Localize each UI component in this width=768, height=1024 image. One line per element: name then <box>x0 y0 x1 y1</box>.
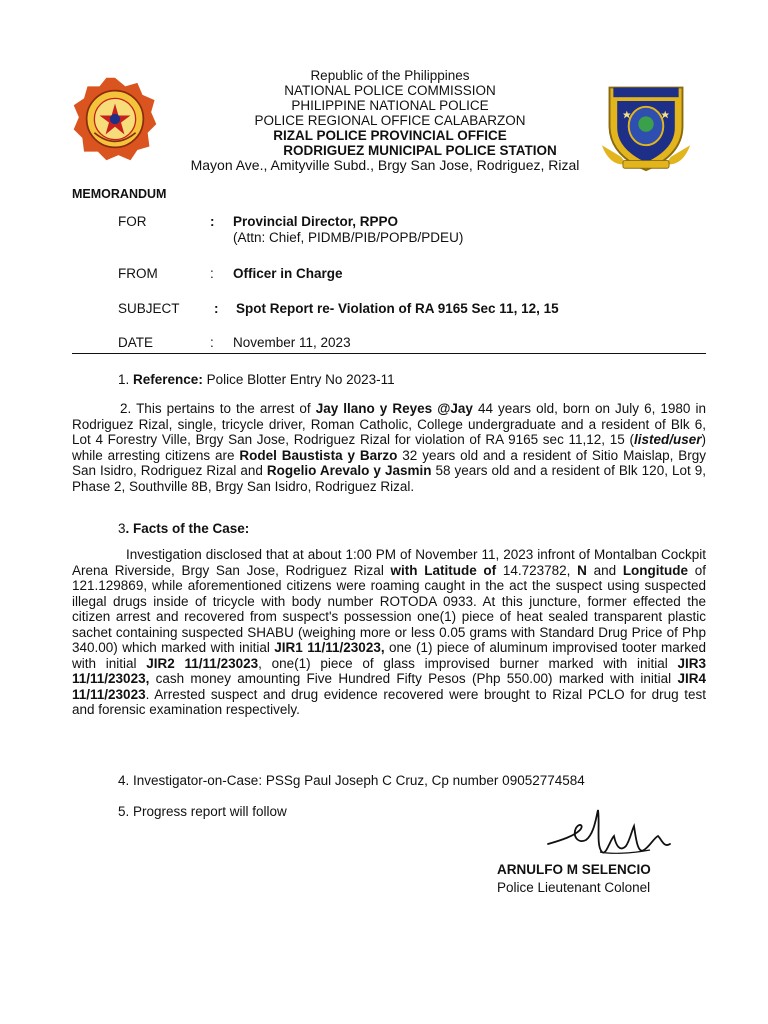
evidence-mark-3: JIR3 11/11/23023, <box>72 655 706 686</box>
signatory-name: ARNULFO M SELENCIO <box>497 862 651 877</box>
facts-number: 3 <box>118 521 126 536</box>
p3-text-h: . Arrested suspect and drug evidence recovered were brought to Rizal PCLO for drug test and forensic examination respectively. <box>72 686 706 717</box>
longitude-label: Longitude <box>622 562 689 578</box>
p2-text-c: ) while arresting citizens are <box>72 432 706 463</box>
from-value: Officer in Charge <box>233 266 343 281</box>
p3-text-c: and <box>586 562 623 578</box>
date-colon: : <box>210 335 214 350</box>
header-provincial-office: RIZAL POLICE PROVINCIAL OFFICE <box>273 128 507 143</box>
from-label: FROM <box>118 266 158 281</box>
from-colon: : <box>210 266 214 281</box>
for-value: Provincial Director, RPPO <box>233 214 399 229</box>
p3-text-g: cash money amounting Five Hundred Fifty Pesos (Php 550.00) marked with initial <box>149 671 678 686</box>
header-napolcom: NATIONAL POLICE COMMISSION <box>284 83 496 98</box>
p3-text-a: Investigation disclosed that at about 1:00 PM of November 11, 2023 infront of Montalban Cockpit Arena Riverside, Brgy San Jose, Rodriguez Rizal <box>72 547 706 578</box>
p3-text-f: , one(1) piece of glass improvised burner marked with initial <box>258 655 678 671</box>
date-value: November 11, 2023 <box>233 335 351 350</box>
suspect-status: listed/user <box>633 432 702 447</box>
date-label: DATE <box>118 335 154 350</box>
subject-value: Spot Report re- Violation of RA 9165 Sec 11, 12, 15 <box>236 301 559 316</box>
facts-heading <box>118 521 678 537</box>
handwritten-signature <box>540 800 680 870</box>
p3-text-d: of 121.129869, while aforementioned citizens were roaming caught in the act the suspect using suspected illegal drugs inside of tricycle with body number ROTODA 0933. At this juncture, former effected the citizen arrest and recovered from suspect's possession one(1) piece of heat sealed transparent plastic sachet containing suspected SHABU (weighing more or less 0.05 grams with Standard Drug Price of Php 340.00) which marked with initial <box>72 562 707 655</box>
subject-label: SUBJECT <box>118 301 180 316</box>
latitude-label: with Latitude of <box>390 562 497 578</box>
evidence-mark-4: JIR4 11/11/23023 <box>72 671 706 702</box>
header-regional-office: POLICE REGIONAL OFFICE CALABARZON <box>254 113 526 128</box>
p2-text-b: 44 years old, born on July 6, 1980 in Rodriguez Rizal, single, tricycle driver, Roman Catholic, College undergraduate and a resident of Blk 6, Lot 4 Forestry Ville, Brgy San Jose, Rodriguez Rizal for violation of RA 9165 sec 11,12, 15 ( <box>72 401 706 447</box>
for-attention: (Attn: Chief, PIDMB/PIB/POPB/PDEU) <box>233 230 464 245</box>
for-label: FOR <box>118 214 147 229</box>
header-divider <box>72 353 706 354</box>
paragraph-progress: 5. Progress report will follow <box>118 804 287 819</box>
reference-label: Reference: <box>133 372 203 387</box>
evidence-mark-1: JIR1 11/11/23023, <box>274 640 385 655</box>
north-label: N <box>577 562 587 578</box>
letterhead <box>150 68 630 173</box>
header-municipal-station: RODRIGUEZ MUNICIPAL POLICE STATION <box>283 143 557 158</box>
p2-text-d: 32 years old and a resident of Sitio Maislap, Brgy San Isidro, Rodriguez Rizal and <box>72 447 706 478</box>
p2-text-e: 58 years old and a resident of Blk 120, Lot 9, Phase 2, Southville 8B, Brgy San Isidro, Rodriguez Rizal. <box>72 463 706 494</box>
header-address: Mayon Ave., Amityville Subd., Brgy San Jose, Rodriguez, Rizal <box>190 157 580 173</box>
arresting-citizen-2: Rogelio Arevalo y Jasmin <box>266 463 432 478</box>
p3-text-b: 14.723782, <box>496 562 578 578</box>
memorandum-title: MEMORANDUM <box>72 187 167 201</box>
facts-label: . Facts of the Case: <box>125 521 250 536</box>
p3-text-e: one (1) piece of aluminum improvised tooter marked with initial <box>72 640 706 671</box>
for-colon: : <box>210 214 215 229</box>
pnp-seal-icon <box>72 76 158 162</box>
paragraph-reference <box>118 372 678 388</box>
p2-text-a: 2. This pertains to the arrest of <box>120 401 316 416</box>
paragraph-arrest-details <box>72 401 706 494</box>
subject-colon: : <box>214 301 219 316</box>
suspect-name: Jay llano y Reyes @Jay <box>315 401 473 416</box>
reference-text: Police Blotter Entry No 2023-11 <box>206 372 395 387</box>
signatory-rank: Police Lieutenant Colonel <box>497 880 651 895</box>
arresting-citizen-1: Rodel Baustista y Barzo <box>239 447 398 463</box>
paragraph-facts <box>72 547 706 718</box>
header-pnp: PHILIPPINE NATIONAL POLICE <box>291 98 489 113</box>
paragraph-investigator: 4. Investigator-on-Case: PSSg Paul Joseph C Cruz, Cp number 09052774584 <box>118 773 585 788</box>
header-republic: Republic of the Philippines <box>310 68 470 83</box>
evidence-mark-2: JIR2 11/11/23023 <box>146 655 259 671</box>
reference-number: 1. <box>118 372 130 387</box>
